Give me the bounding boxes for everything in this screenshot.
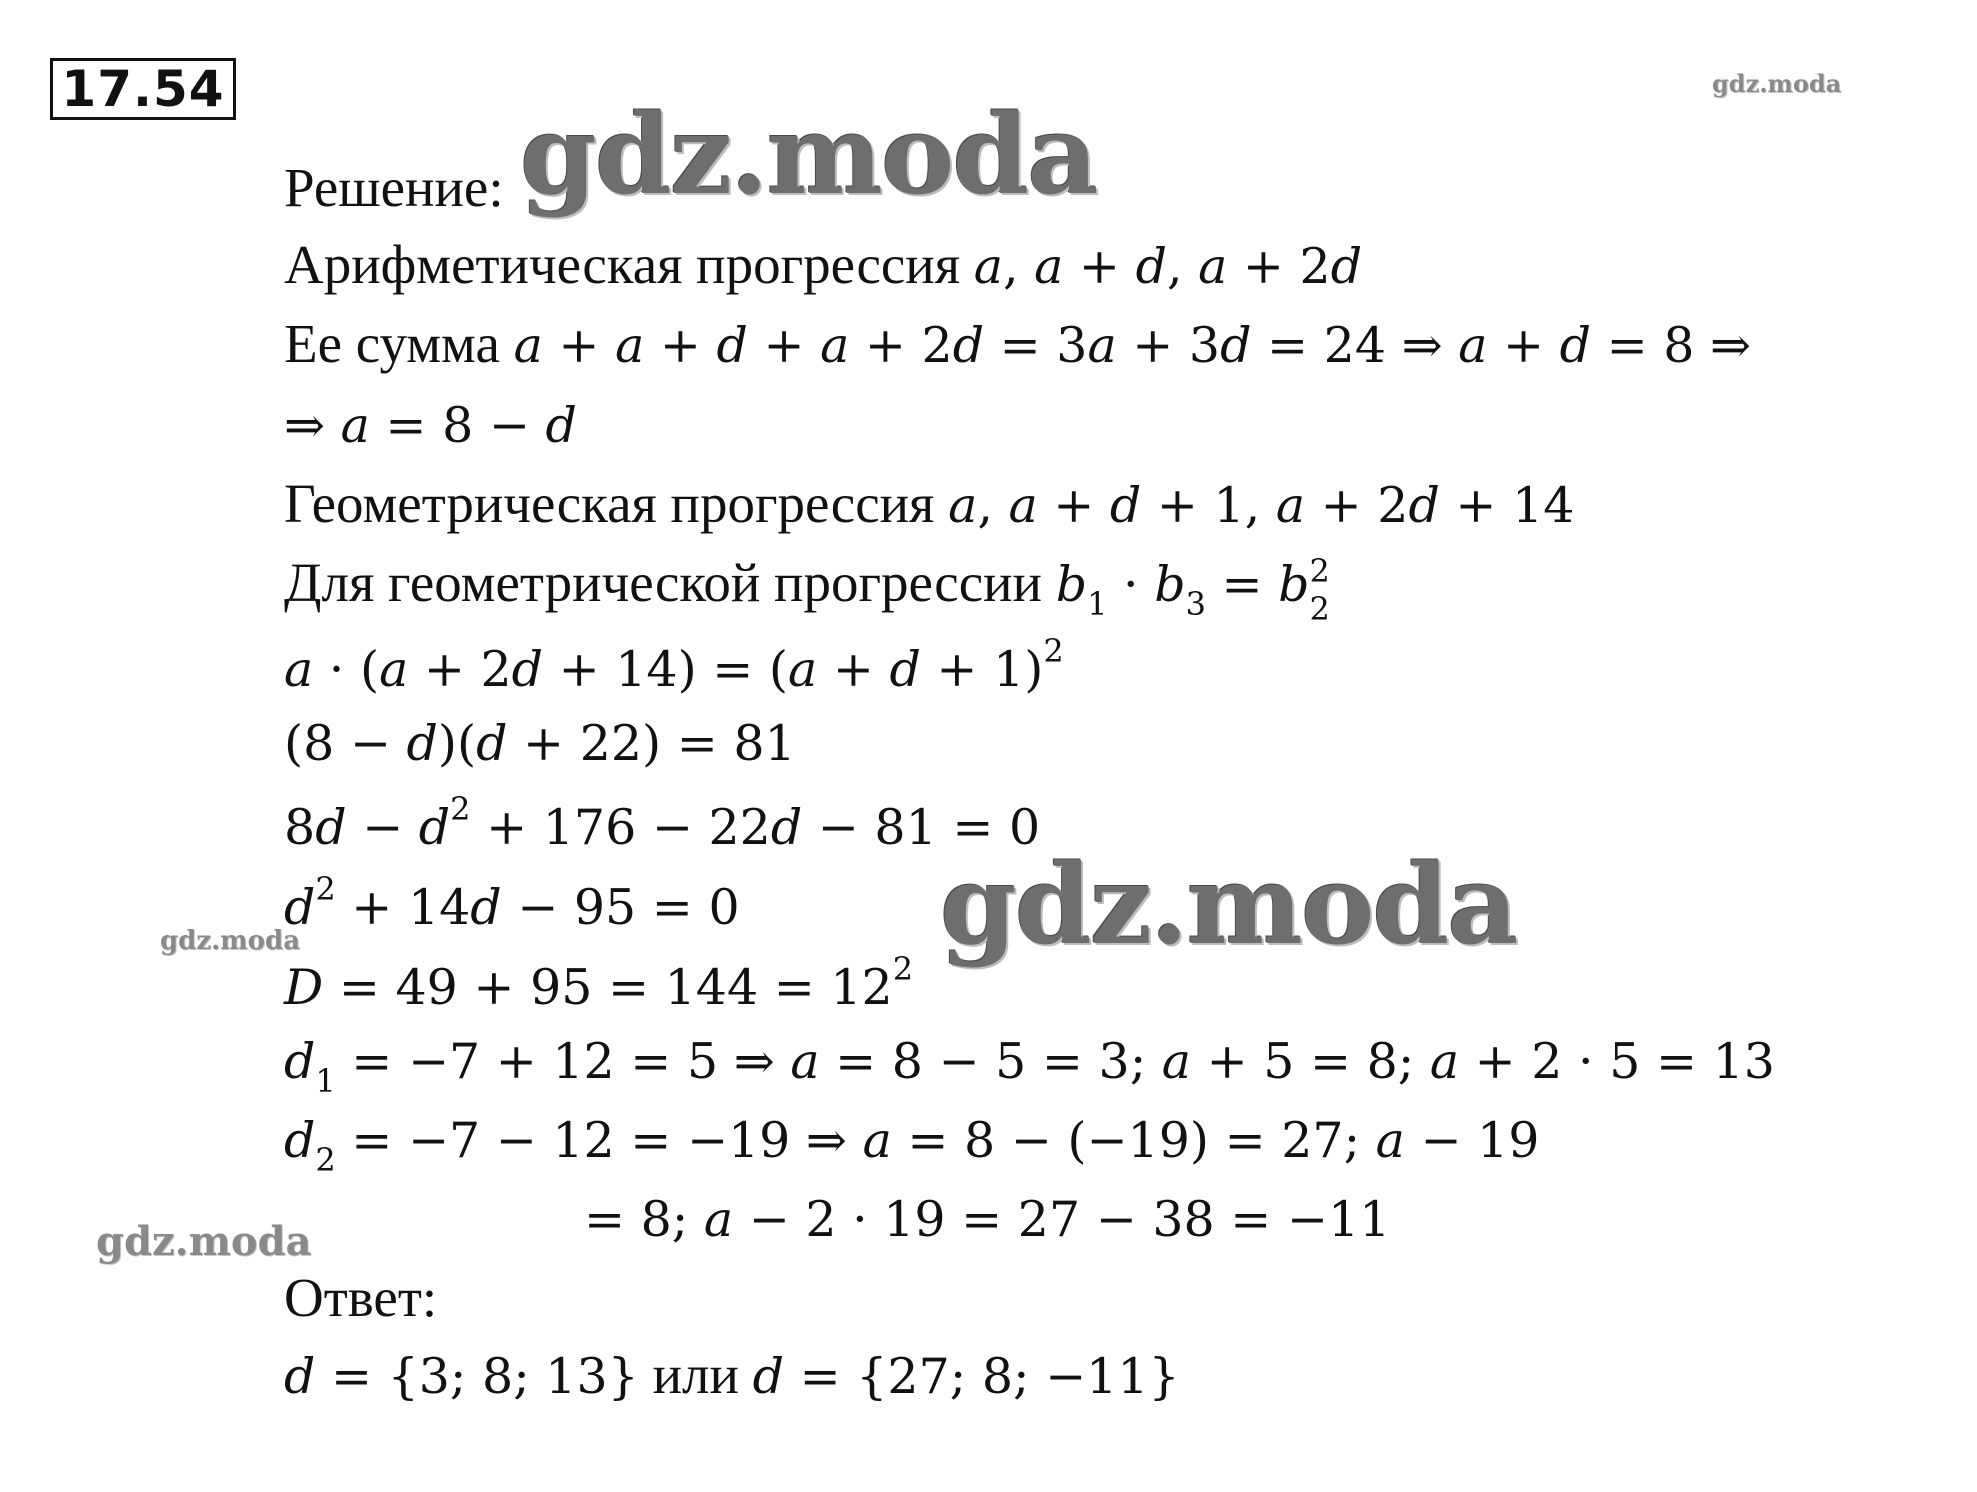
root-2: $d_2 = -7 - 12 = -19$ ⇒ a = 8 − (−19) = 27; a − 19 [284,1112,1540,1179]
discriminant: $D = 49 + 95 = 144 = 12^2$ [284,950,914,1016]
equation-line-1 [284,632,1064,698]
geom-rule-label: Для геометрической прогрессии [284,552,1042,613]
watermark-large-top: gdz.moda [520,90,1097,219]
root-1: $d_1 = -7 + 12 = 5$ ⇒ a = 8 − 5 = 3; a + 5 = 8; a + 2 · 5 = 13 [284,1033,1775,1100]
equation-3: $8d - d^2 + 176 - 22d - 81 = 0$ [284,790,1041,856]
a-expression-line [284,396,577,454]
answer-heading [284,1267,438,1328]
equation-line-4 [284,870,740,936]
equation-1: $a \cdot (a + 2d + 14) = (a + d + 1)^2$ [284,632,1064,698]
discriminant-line [284,950,914,1016]
root-1-line [284,1032,1775,1100]
arithmetic-progression-line [284,234,1363,295]
equation-4: $d^2 + 14d - 95 = 0$ [284,870,740,936]
solution-heading [284,157,504,218]
root-2-continuation: = 8; a − 2 · 19 = 27 − 38 = −11 [584,1191,1391,1248]
problem-number: 17.54 [50,58,236,120]
answer-set-2: d = {27; 8; −11} [752,1348,1180,1405]
watermark-left-middle: gdz.moda [160,926,301,956]
answer-line [284,1344,1180,1405]
geom-label: Геометрическая прогрессия [284,473,935,534]
geometric-rule-line [284,552,1336,628]
sum-label: Ее сумма [284,313,500,374]
equation-2: (8 − d)(d + 22) = 81 [284,715,796,772]
answer-set-1: d = {3; 8; 13} [284,1348,639,1405]
or-word: или [652,1344,739,1405]
watermark-left-lower: gdz.moda [96,1218,312,1265]
equation-line-2 [284,714,796,772]
a-expression: ⇒ a = 8 − d [284,397,577,454]
sum-line [284,313,1752,374]
geom-terms: a, a + d + 1, a + 2d + 14 [948,477,1575,534]
root-2-continuation-line [584,1190,1391,1248]
geom-rule: $b_1 \cdot b_3 = b$ 2 2 [1055,552,1330,628]
arith-label: Арифметическая прогрессия [284,234,961,295]
geometric-progression-line [284,473,1575,534]
watermark-top-right: gdz.moda [1712,69,1842,98]
equation-line-3 [284,790,1041,856]
heading-text: Решение: [284,157,504,218]
answer-label: Ответ: [284,1267,438,1328]
sum-equation: a + a + d + a + 2d = 3a + 3d = 24 ⇒ a + d = 8 ⇒ [513,317,1752,374]
watermark-large-middle: gdz.moda [940,840,1517,969]
root-2-line [284,1111,1540,1179]
arith-terms: a, a + d, a + 2d [973,238,1363,295]
